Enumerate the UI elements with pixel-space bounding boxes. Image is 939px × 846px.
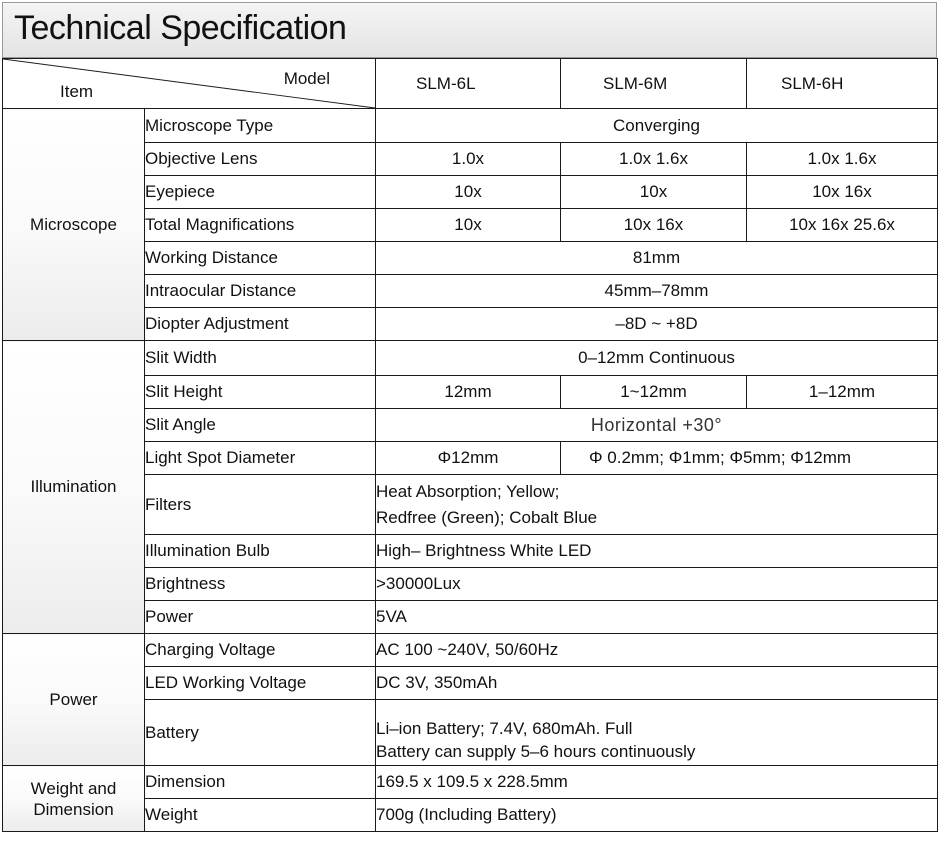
param-label: Weight [145,799,376,832]
param-value: 45mm–78mm [376,275,938,308]
battery-line-1: Li–ion Battery; 7.4V, 680mAh. Full [376,718,633,738]
param-value: 10x [376,176,561,209]
param-value: 0–12mm Continuous [376,341,938,376]
model-header-slm6h: SLM-6H [747,59,938,109]
param-label: Battery [145,700,376,766]
param-value: >30000Lux [376,568,938,601]
model-header-slm6m: SLM-6M [561,59,747,109]
group-weight-dimension [3,766,145,832]
row-charging-voltage [3,634,938,667]
param-value: 1.0x [376,143,561,176]
param-value: 700g (Including Battery) [376,799,938,832]
model-label: Model [283,69,330,88]
group-microscope: Microscope [3,109,145,341]
group-weight-line-1: Weight and [30,778,117,798]
param-value: 5VA [376,601,938,634]
param-label: Total Magnifications [145,209,376,242]
param-value: 81mm [376,242,938,275]
param-label: LED Working Voltage [145,667,376,700]
param-label: Objective Lens [145,143,376,176]
group-power: Power [3,634,145,766]
param-label: Dimension [145,766,376,799]
param-label: Charging Voltage [145,634,376,667]
filters-line-1: Heat Absorption; Yellow; [376,481,560,501]
param-label: Illumination Bulb [145,535,376,568]
param-value [376,475,938,535]
param-value: 1.0x 1.6x [561,143,747,176]
param-label: Slit Width [145,341,376,376]
param-value: 10x [376,209,561,242]
param-label: Eyepiece [145,176,376,209]
param-label: Brightness [145,568,376,601]
param-value: Converging [376,109,938,143]
row-microscope-type [3,109,938,143]
spec-table [2,58,938,832]
param-label: Light Spot Diameter [145,442,376,475]
group-weight-line-2: Dimension [33,799,114,819]
param-label: Working Distance [145,242,376,275]
row-slit-width [3,341,938,376]
param-value: High– Brightness White LED [376,535,938,568]
param-label: Power [145,601,376,634]
title-bar [2,2,937,58]
param-value: Φ 0.2mm; Φ1mm; Φ5mm; Φ12mm [561,442,938,475]
group-illumination: Illumination [3,341,145,634]
item-label: Item [60,82,94,101]
param-label: Slit Height [145,376,376,409]
param-value: DC 3V, 350mAh [376,667,938,700]
param-label: Filters [145,475,376,535]
param-label: Slit Angle [145,409,376,442]
param-label: Microscope Type [145,109,376,143]
param-value: 1–12mm [747,376,938,409]
param-value: 10x [561,176,747,209]
param-value: 12mm [376,376,561,409]
param-value: 10x 16x [747,176,938,209]
param-value: Horizontal +30° [376,409,938,442]
header-row [3,59,938,109]
param-value: 1.0x 1.6x [747,143,938,176]
page-title: Technical Specification [14,9,347,47]
battery-line-2: Battery can supply 5–6 hours continuously [376,741,696,761]
param-label: Intraocular Distance [145,275,376,308]
param-value: 1~12mm [561,376,747,409]
header-corner-cell [3,59,376,109]
row-dimension [3,766,938,799]
param-value: Φ12mm [376,442,561,475]
filters-line-2: Redfree (Green); Cobalt Blue [376,507,598,527]
param-value: 169.5 x 109.5 x 228.5mm [376,766,938,799]
param-value: –8D ~ +8D [376,308,938,341]
model-header-slm6l: SLM-6L [376,59,561,109]
param-label: Diopter Adjustment [145,308,376,341]
param-value: 10x 16x [561,209,747,242]
param-value: 10x 16x 25.6x [747,209,938,242]
param-value [376,700,938,766]
param-value: AC 100 ~240V, 50/60Hz [376,634,938,667]
